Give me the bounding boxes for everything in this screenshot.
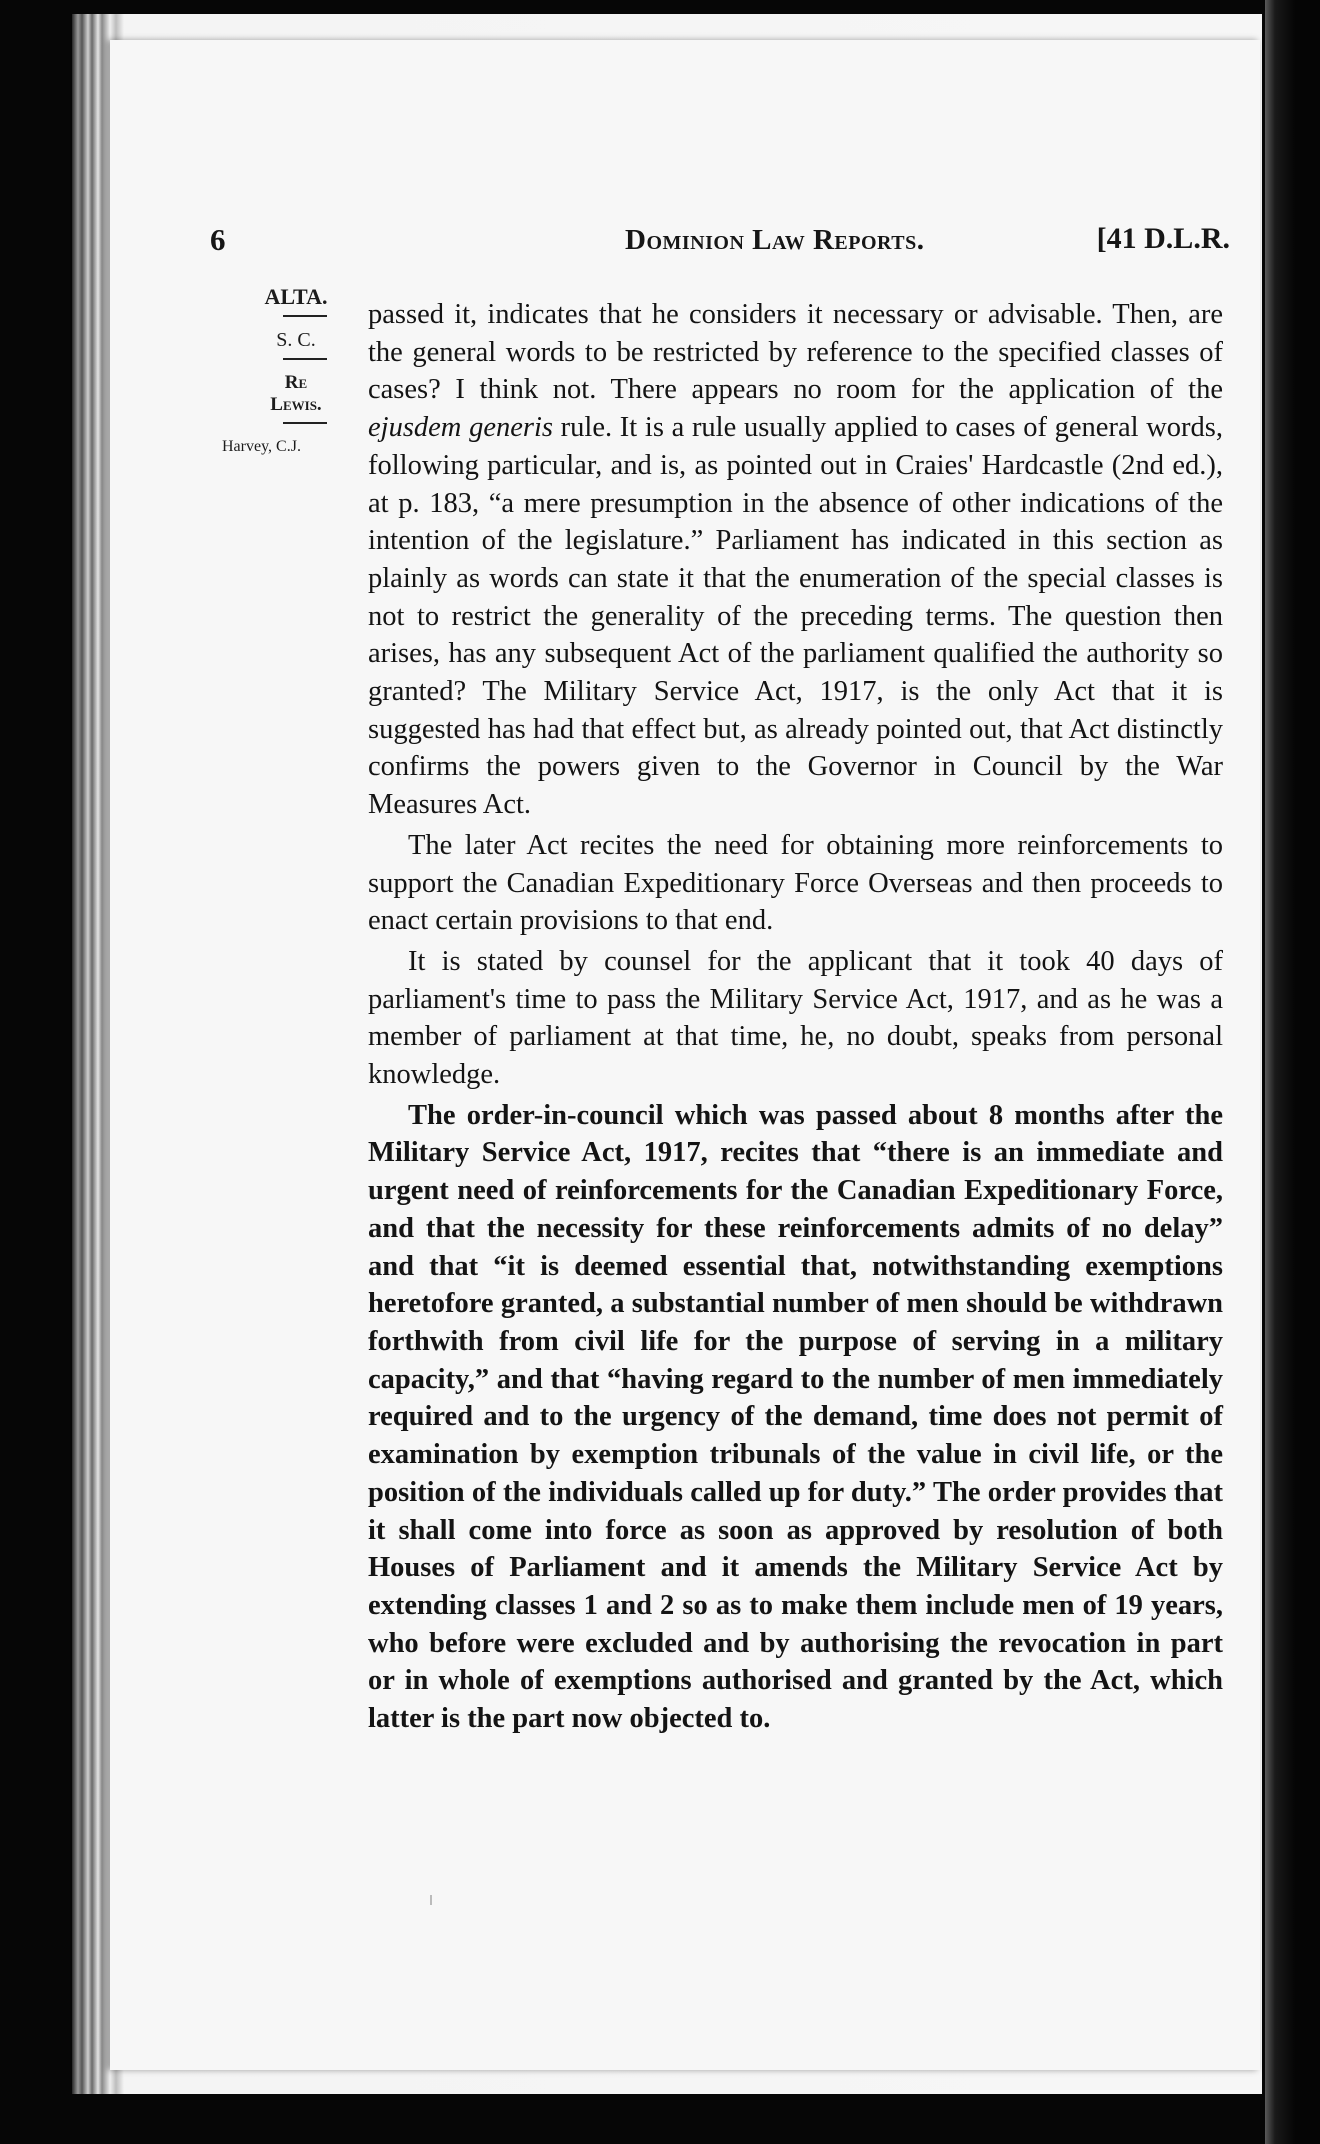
case-name-line: Lewis.	[270, 394, 322, 416]
print-speck	[430, 1895, 432, 1905]
page-header	[210, 222, 1230, 262]
margin-rule	[283, 422, 327, 424]
running-title: Dominion Law Reports.	[625, 224, 925, 256]
paragraph	[368, 296, 1223, 824]
page-number: 6	[210, 222, 226, 257]
scan-border	[1265, 0, 1320, 2144]
province-note: ALTA.	[264, 284, 328, 309]
volume-reference: [41 D.L.R.	[1096, 222, 1230, 255]
margin-rule	[283, 315, 327, 317]
latin-phrase: ejusdem generis	[368, 412, 553, 444]
judgment-text	[368, 296, 1223, 1738]
paragraph: The later Act recites the need for obtaining more reinforcements to support the Canadian Expeditionary Force Overseas and then proceeds to enact certain provisions to that end.	[368, 829, 1223, 937]
margin-rule	[283, 358, 327, 360]
margin-notes	[222, 284, 352, 456]
court-note: S. C.	[276, 329, 316, 352]
paragraph-text: rule. It is a rule usually applied to cases of general words, following particular, and is, as pointed out in Craies' Hardcastle (2nd ed.), at p. 183, “a mere presumption in the absence of other indications of the intention of the legislature.” Parliament has indicated in this section as plainly as words can state it that the enumeration of the special classes is not to restrict the generality of the preceding terms. The question then arises, has any subsequent Act of the parliament qualified the authority so granted? The Military Service Act, 1917, is the only Act that it is suggested has had that effect but, as already pointed out, that Act distinctly confirms the powers given to the Governor in Council by the War Measures Act.	[368, 412, 1223, 821]
paragraph: The order-in-council which was passed about 8 months after the Military Service Act, 1917, recites that “there is an immediate and urgent need of reinforcements for the Canadian Expeditionary Force, and that the necessity for these reinforcements admits of no delay” and that “it is deemed essential that, notwithstanding exemptions heretofore granted, a substantial number of men should be withdrawn forthwith from civil life for the purpose of serving in a military capacity,” and that “having regard to the number of men immediately required and to the urgency of the demand, time does not permit of examination by exemption tribunals of the value in civil life, or the position of the individuals called up for duty.” The order provides that it shall come into force as soon as approved by resolution of both Houses of Parliament and it amends the Military Service Act by extending classes 1 and 2 so as to make them include men of 19 years, who before were excluded and by authorising the revocation in part or in whole of exemptions authorised and granted by the Act, which latter is the part now objected to.	[368, 1099, 1223, 1735]
judge-note: Harvey, C.J.	[222, 437, 301, 455]
paragraph-text: passed it, indicates that he considers it necessary or advisable. Then, are the general words to be restricted by reference to the specified classes of cases? I think not. There appears no room for the application of the	[368, 299, 1223, 406]
paragraph: It is stated by counsel for the applicant that it took 40 days of parliament's time to pass the Military Service Act, 1917, and as he was a member of parliament at that time, he, no doubt, speaks from personal knowledge.	[368, 945, 1223, 1091]
case-name-line: Re	[284, 372, 308, 394]
case-name-note	[240, 372, 352, 416]
